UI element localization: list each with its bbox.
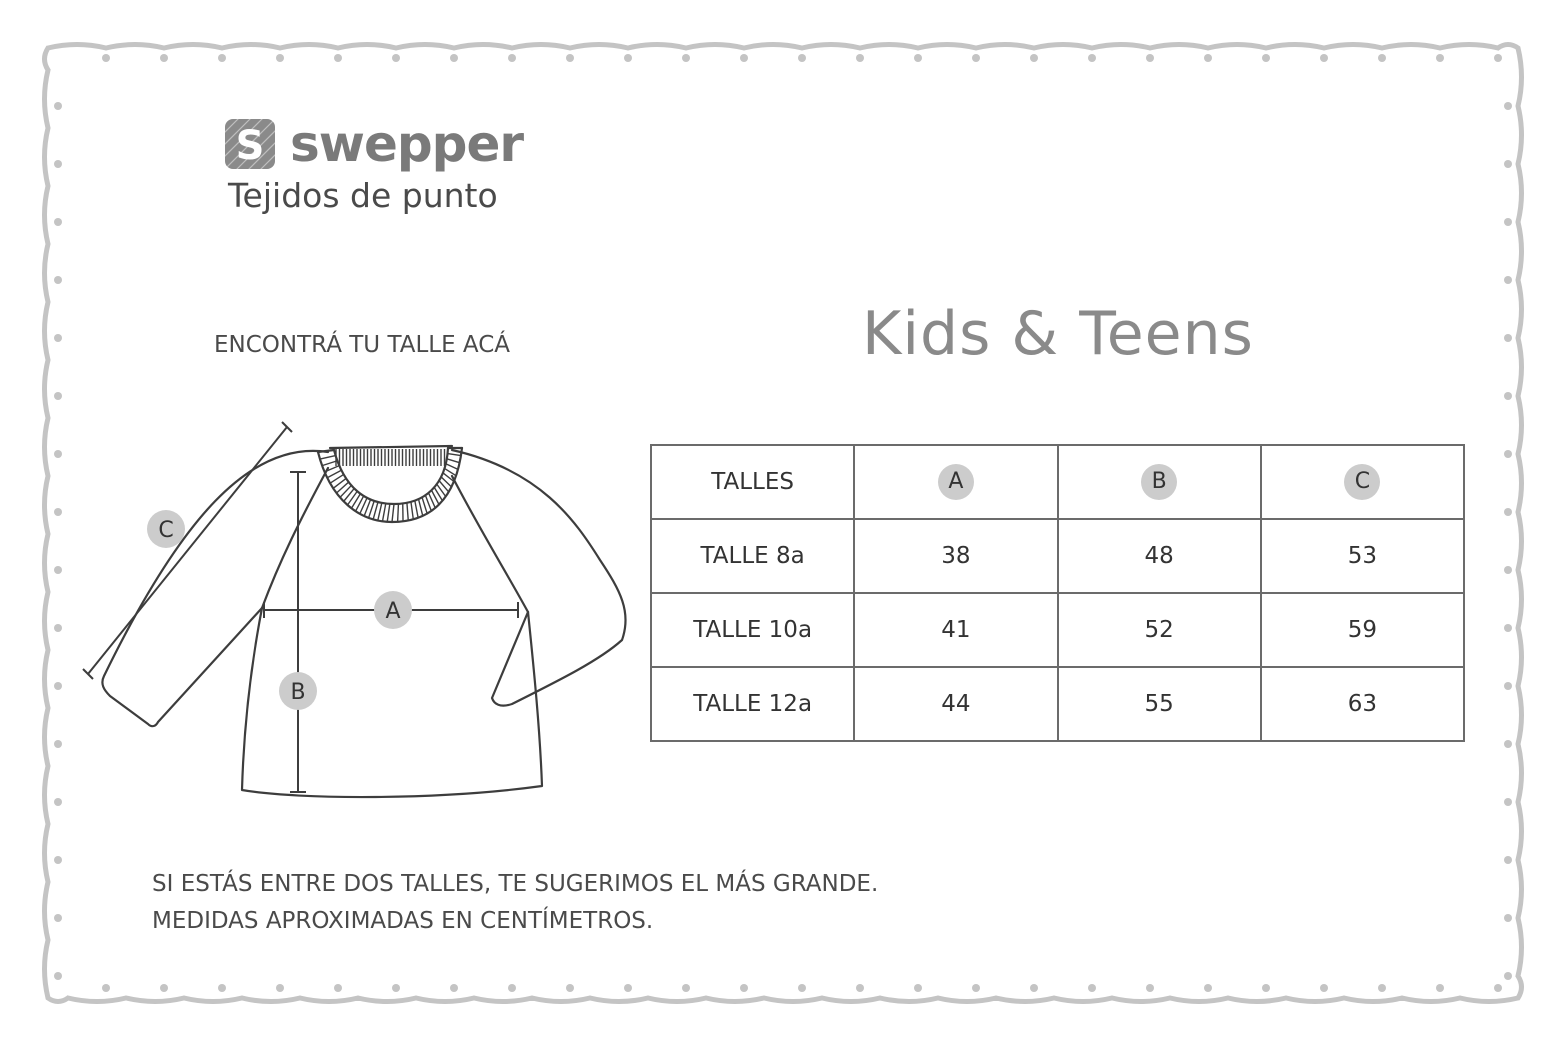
- table-row: [651, 519, 1464, 593]
- right-raglan-seam: [452, 476, 528, 612]
- swepper-logo-icon: [224, 118, 276, 170]
- value-cell-b: 55: [1058, 667, 1261, 741]
- border-dot: [54, 682, 62, 690]
- border-dot: [1262, 54, 1270, 62]
- border-dot: [54, 566, 62, 574]
- border-dot: [1088, 984, 1096, 992]
- border-dot: [1436, 54, 1444, 62]
- collar-rib-line: [344, 488, 355, 501]
- border-dot: [1436, 984, 1444, 992]
- border-dot: [54, 972, 62, 980]
- logo-letter: S: [235, 123, 265, 169]
- border-dot: [334, 984, 342, 992]
- border-dot: [450, 984, 458, 992]
- collar-rib-line: [378, 503, 382, 521]
- border-dot: [1504, 102, 1512, 110]
- border-dot: [276, 984, 284, 992]
- border-dot: [1504, 798, 1512, 806]
- collar-rib-line: [340, 485, 351, 497]
- border-dot: [1146, 984, 1154, 992]
- border-dot: [1504, 334, 1512, 342]
- border-dot: [392, 984, 400, 992]
- collar-rib-line: [446, 464, 458, 470]
- border-dot: [1320, 984, 1328, 992]
- border-dot: [914, 54, 922, 62]
- find-size-label: ENCONTRÁ TU TALLE ACÁ: [214, 332, 511, 358]
- border-dot: [972, 54, 980, 62]
- page-title: Kids & Teens: [862, 299, 1254, 369]
- footer-notes: [152, 866, 878, 940]
- collar-rib-line: [320, 456, 336, 459]
- note-line-1: SI ESTÁS ENTRE DOS TALLES, TE SUGERIMOS EL MÁS GRANDE.: [152, 871, 879, 897]
- collar-rib-line: [373, 502, 378, 519]
- border-dot: [1378, 984, 1386, 992]
- collar-rib-line: [398, 504, 399, 522]
- header-label-a: A: [938, 464, 974, 500]
- value-cell-a: 44: [854, 667, 1057, 741]
- header-cell-c: [1261, 445, 1464, 519]
- border-dot: [1504, 856, 1512, 864]
- border-dot: [1504, 914, 1512, 922]
- size-cell: TALLE 10a: [651, 593, 854, 667]
- header-label-c: C: [1344, 464, 1380, 500]
- collar-rib-line: [382, 504, 385, 522]
- border-dot: [740, 984, 748, 992]
- border-dot: [1504, 508, 1512, 516]
- border-dot: [334, 54, 342, 62]
- collar-rib-line: [447, 459, 460, 463]
- border-dot: [54, 392, 62, 400]
- sweater-measurement-diagram: [70, 410, 650, 810]
- value-cell-c: 59: [1261, 593, 1464, 667]
- border-dot: [914, 984, 922, 992]
- border-dot: [1504, 682, 1512, 690]
- border-dot: [54, 740, 62, 748]
- value-cell-b: 48: [1058, 519, 1261, 593]
- header-cell-b: [1058, 445, 1261, 519]
- border-dot: [1030, 984, 1038, 992]
- border-dot: [682, 54, 690, 62]
- border-dot: [54, 624, 62, 632]
- size-cell: TALLE 8a: [651, 519, 854, 593]
- border-dot: [54, 102, 62, 110]
- border-dot: [1504, 624, 1512, 632]
- collar-rib-line: [448, 454, 461, 456]
- border-dot: [54, 798, 62, 806]
- border-dot: [276, 54, 284, 62]
- border-dot: [54, 450, 62, 458]
- border-dot: [798, 54, 806, 62]
- border-dot: [1504, 450, 1512, 458]
- border-dot: [1204, 54, 1212, 62]
- border-dot: [624, 984, 632, 992]
- size-chart-table: [650, 444, 1465, 742]
- value-cell-b: 52: [1058, 593, 1261, 667]
- border-dot: [1262, 984, 1270, 992]
- border-dot: [54, 218, 62, 226]
- border-dot: [1378, 54, 1386, 62]
- value-cell-a: 41: [854, 593, 1057, 667]
- border-dot: [218, 984, 226, 992]
- border-dot: [450, 54, 458, 62]
- border-dot: [972, 984, 980, 992]
- measure-label-a: [374, 591, 412, 629]
- header-cell-sizes: TALLES: [651, 445, 854, 519]
- border-dot: [102, 54, 110, 62]
- left-raglan-seam: [262, 468, 328, 608]
- border-dot: [54, 508, 62, 516]
- measure-label-b: [279, 672, 317, 710]
- note-line-2: MEDIDAS APROXIMADAS EN CENTÍMETROS.: [152, 908, 654, 934]
- brand-tagline: Tejidos de punto: [228, 176, 498, 215]
- border-dot: [1504, 218, 1512, 226]
- collar-rib-line: [415, 501, 418, 518]
- border-dot: [566, 984, 574, 992]
- border-dot: [160, 54, 168, 62]
- border-dot: [1504, 160, 1512, 168]
- collar-rib-line: [419, 499, 423, 516]
- border-dot: [682, 984, 690, 992]
- border-dot: [392, 54, 400, 62]
- value-cell-a: 38: [854, 519, 1057, 593]
- svg-text:A: A: [385, 599, 401, 624]
- border-dot: [1504, 740, 1512, 748]
- collar-rib-line: [322, 461, 337, 466]
- value-cell-c: 63: [1261, 667, 1464, 741]
- border-dot: [566, 54, 574, 62]
- border-dot: [54, 334, 62, 342]
- border-dot: [1494, 984, 1502, 992]
- svg-text:C: C: [158, 518, 174, 543]
- right-sleeve-outline: [452, 450, 626, 706]
- collar-rib-line: [348, 491, 358, 505]
- border-dot: [102, 984, 110, 992]
- collar-rib-line: [392, 504, 394, 522]
- border-dot: [1204, 984, 1212, 992]
- collar-rib-line: [411, 502, 413, 519]
- header-cell-a: [854, 445, 1057, 519]
- border-dot: [798, 984, 806, 992]
- collar-rib-line: [387, 504, 390, 522]
- border-dot: [508, 984, 516, 992]
- border-dot: [508, 54, 516, 62]
- border-dot: [54, 856, 62, 864]
- border-dot: [624, 54, 632, 62]
- table-header-row: [651, 445, 1464, 519]
- border-dot: [1320, 54, 1328, 62]
- border-dot: [1504, 972, 1512, 980]
- border-dot: [1494, 54, 1502, 62]
- border-dot: [54, 276, 62, 284]
- border-dot: [856, 54, 864, 62]
- border-dot: [1088, 54, 1096, 62]
- size-cell: TALLE 12a: [651, 667, 854, 741]
- border-dot: [54, 160, 62, 168]
- value-cell-c: 53: [1261, 519, 1464, 593]
- collar-rib-line: [407, 503, 408, 521]
- border-dot: [1504, 392, 1512, 400]
- border-dot: [160, 984, 168, 992]
- border-dot: [740, 54, 748, 62]
- border-dot: [218, 54, 226, 62]
- border-dot: [1030, 54, 1038, 62]
- border-dot: [1146, 54, 1154, 62]
- border-dot: [1504, 276, 1512, 284]
- svg-text:B: B: [290, 680, 306, 705]
- table-row: [651, 667, 1464, 741]
- header-label-b: B: [1141, 464, 1177, 500]
- measure-label-c: [147, 510, 185, 548]
- border-dot: [1504, 566, 1512, 574]
- border-dot: [54, 914, 62, 922]
- border-dot: [856, 984, 864, 992]
- table-row: [651, 593, 1464, 667]
- brand-name: swepper: [290, 115, 524, 173]
